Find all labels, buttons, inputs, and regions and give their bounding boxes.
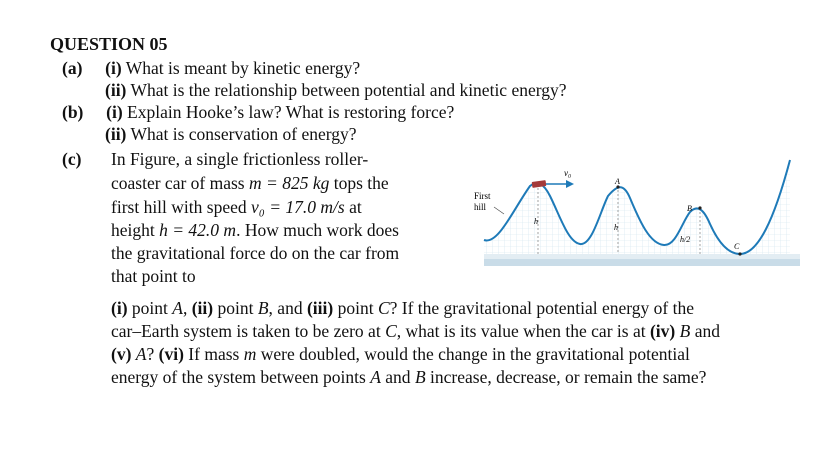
part-c-para-line-4 [111,366,706,388]
part-b-ii-num: (ii) [105,124,127,144]
v0-label: v₀ [564,168,572,178]
text-span: , and [268,298,307,318]
sub-num: (i) [111,298,128,318]
mass-symbol: m [243,344,257,364]
point-label: A [135,344,147,364]
text-span: point [333,298,378,318]
height-expression: h = 42.0 m [159,220,237,240]
sub-num: (v) [111,344,132,364]
part-a-i-num: (i) [105,58,122,78]
text-span: at [344,197,362,217]
part-c-line-5: the gravitational force do on the car from [111,243,400,263]
text-span: point [127,298,173,318]
text-span: tops the [329,173,389,193]
text-span: increase, decrease, or remain the same? [425,367,707,387]
text-span: and [380,367,415,387]
point-label: B [679,321,691,341]
part-b-i-text: Explain Hooke’s law? What is restoring force? [127,102,455,122]
part-c-para-line-1 [111,297,694,319]
part-b-i-num: (i) [106,102,123,122]
text-span: , what is its value when the car is at [396,321,650,341]
part-a-label: (a) [62,58,83,78]
part-c-para-line-3 [111,343,690,365]
part-c-line-1: In Figure, a single frictionless roller- [111,149,369,169]
part-a-ii-text: What is the relationship between potential and kinetic energy? [130,80,567,100]
part-c-para-line-2 [111,320,720,342]
part-a-line-1 [62,57,360,79]
part-b-line-1 [62,101,454,123]
mass-expression: m = 825 kg [249,173,330,193]
first-hill-label-2: hill [474,202,487,212]
text-span: first hill with speed [111,197,251,217]
text-span: coaster car of mass [111,173,249,193]
point-label: A [370,367,381,387]
text-span: , [182,298,192,318]
point-label: B [414,367,426,387]
text-span: height [111,220,160,240]
point-c-marker [738,252,741,255]
part-a-ii-num: (ii) [105,80,127,100]
text-span: If mass [183,344,244,364]
part-a-i-text: What is meant by kinetic energy? [125,58,361,78]
half-height-label: h/2 [680,235,691,244]
part-b-label: (b) [62,102,84,122]
point-label: C [385,321,397,341]
first-hill-label-1: First [474,191,491,201]
sub-num: (ii) [191,298,214,318]
text-span: point [213,298,258,318]
part-c-line-4 [111,219,399,241]
track-structure [484,160,790,254]
point-b-label: B [687,204,692,213]
text-span: energy of the system between points [111,367,371,387]
first-hill-leader [494,207,504,214]
sub-num: (iii) [306,298,334,318]
height-label-1: h [534,217,538,226]
text-span: were doubled, would the change in the gravitational potential [256,344,690,364]
point-label: A [172,298,183,318]
text-span: ? [146,344,159,364]
text-span: and [690,321,720,341]
part-c-line-3 [111,196,362,218]
part-c-line-6: that point to [111,266,196,286]
ground-highlight [484,254,800,259]
point-b-marker [698,206,701,209]
point-c-label: C [734,242,740,251]
point-label: C [377,298,390,318]
speed-expression: v₀ = 17.0 m/s [250,197,345,217]
point-a-label: A [615,177,620,186]
part-a-line-2 [105,79,567,101]
roller-coaster-figure [468,150,800,272]
velocity-arrow-head [566,180,574,188]
height-label-2: h [614,223,618,232]
part-c-label: (c) [62,149,82,169]
text-span: car–Earth system is taken to be zero at [111,321,386,341]
text-span: ? If the gravitational potential energy of the [389,298,694,318]
sub-num: (iv) [649,321,676,341]
part-b-ii-text: What is conservation of energy? [130,124,357,144]
text-span: . How much work does [236,220,399,240]
part-c-line-2 [111,172,389,194]
sub-num: (vi) [158,344,184,364]
part-b-line-2 [105,123,357,145]
question-title: QUESTION 05 [50,34,168,54]
point-label: B [257,298,269,318]
